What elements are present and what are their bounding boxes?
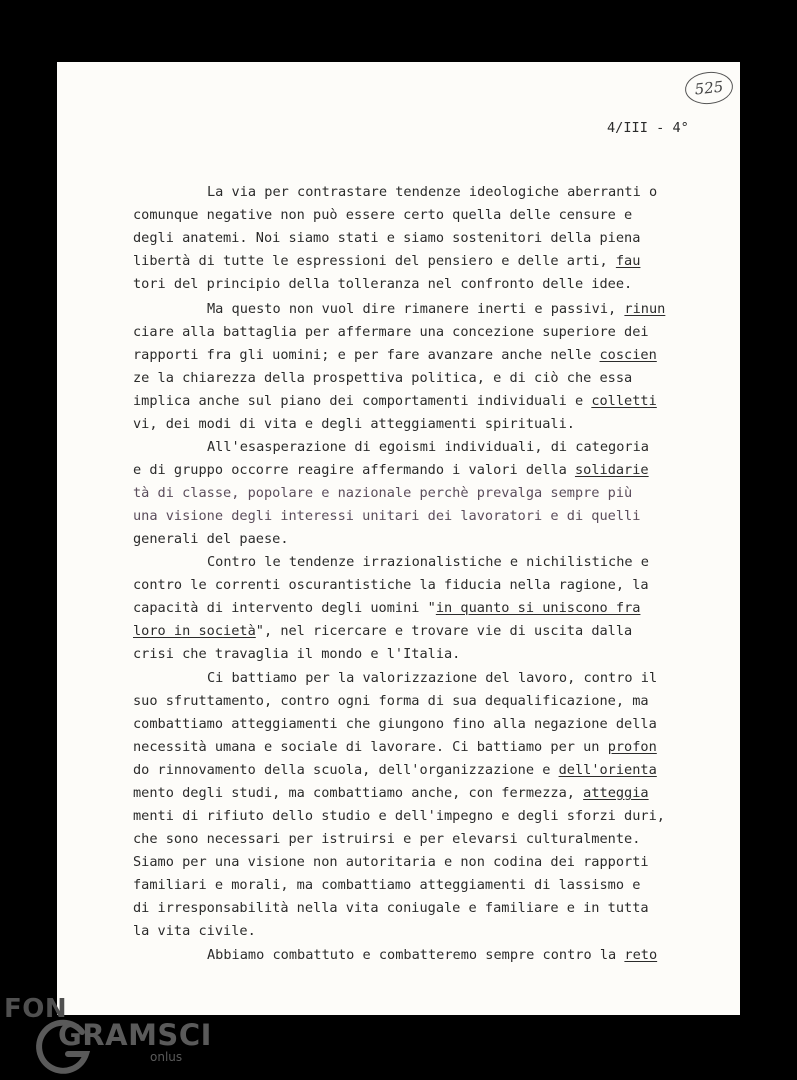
document-page — [57, 62, 740, 1015]
watermark-gramsci-text: GRAMSCI — [58, 1018, 212, 1052]
text-line: Abbiamo combattuto e combatteremo sempre contro la reto — [207, 947, 658, 963]
text-line: crisi che travaglia il mondo e l'Italia. — [133, 646, 461, 662]
text-line: mento degli studi, ma combattiamo anche, con fermezza, atteggia — [133, 785, 649, 801]
page-number-stamp: 525 — [683, 70, 734, 107]
text-line: ze la chiarezza della prospettiva politica, e di ciò che essa — [133, 370, 633, 386]
text-line: implica anche sul piano dei comportamenti individuali e colletti — [133, 393, 657, 409]
text-line: necessità umana e sociale di lavorare. Ci battiamo per un profon — [133, 739, 657, 755]
watermark-onlus-text: onlus — [150, 1050, 183, 1064]
text-line: la vita civile. — [133, 923, 256, 939]
watermark-fon-text: FON — [4, 994, 68, 1024]
text-line: tori del principio della tolleranza nel confronto delle idee. — [133, 276, 633, 292]
text-line: Ci battiamo per la valorizzazione del lavoro, contro il — [207, 670, 658, 686]
text-line: ciare alla battaglia per affermare una concezione superiore dei — [133, 324, 649, 340]
text-line: una visione degli interessi unitari dei lavoratori e di quelli — [133, 508, 641, 524]
text-line: do rinnovamento della scuola, dell'organizzazione e dell'orienta — [133, 762, 657, 778]
text-line: Contro le tendenze irrazionalistiche e nichilistiche e — [207, 554, 649, 570]
fondazione-gramsci-watermark — [0, 990, 212, 1080]
text-line: familiari e morali, ma combattiamo atteggiamenti di lassismo e — [133, 877, 641, 893]
text-line: La via per contrastare tendenze ideologiche aberranti o — [207, 184, 658, 200]
text-line: Siamo per una visione non autoritaria e non codina dei rapporti — [133, 854, 649, 870]
text-line: generali del paese. — [133, 531, 289, 547]
text-line: rapporti fra gli uomini; e per fare avanzare anche nelle coscien — [133, 347, 657, 363]
text-line: suo sfruttamento, contro ogni forma di sua dequalificazione, ma — [133, 693, 649, 709]
text-line: e di gruppo occorre reagire affermando i valori della solidarie — [133, 462, 649, 478]
text-line: degli anatemi. Noi siamo stati e siamo sostenitori della piena — [133, 230, 641, 246]
text-line: che sono necessari per istruirsi e per elevarsi culturalmente. — [133, 831, 641, 847]
text-line: contro le correnti oscurantistiche la fiducia nella ragione, la — [133, 577, 649, 593]
text-line: vi, dei modi di vita e degli atteggiamenti spirituali. — [133, 416, 575, 432]
text-line: combattiamo atteggiamenti che giungono fino alla negazione della — [133, 716, 657, 732]
text-line: All'esasperazione di egoismi individuali, di categoria — [207, 439, 649, 455]
text-line: menti di rifiuto dello studio e dell'impegno e degli sforzi duri, — [133, 808, 665, 824]
text-line: loro in società", nel ricercare e trovare vie di uscita dalla — [133, 623, 633, 639]
text-line: tà di classe, popolare e nazionale perchè prevalga sempre più — [133, 485, 633, 501]
text-line: comunque negative non può essere certo quella delle censure e — [133, 207, 633, 223]
text-line: libertà di tutte le espressioni del pensiero e delle arti, fau — [133, 253, 641, 269]
page-reference: 4/III - 4° — [607, 120, 689, 136]
text-line: capacità di intervento degli uomini "in quanto si uniscono fra — [133, 600, 641, 616]
text-line: Ma questo non vuol dire rimanere inerti e passivi, rinun — [207, 301, 666, 317]
text-line: di irresponsabilità nella vita coniugale e familiare e in tutta — [133, 900, 649, 916]
